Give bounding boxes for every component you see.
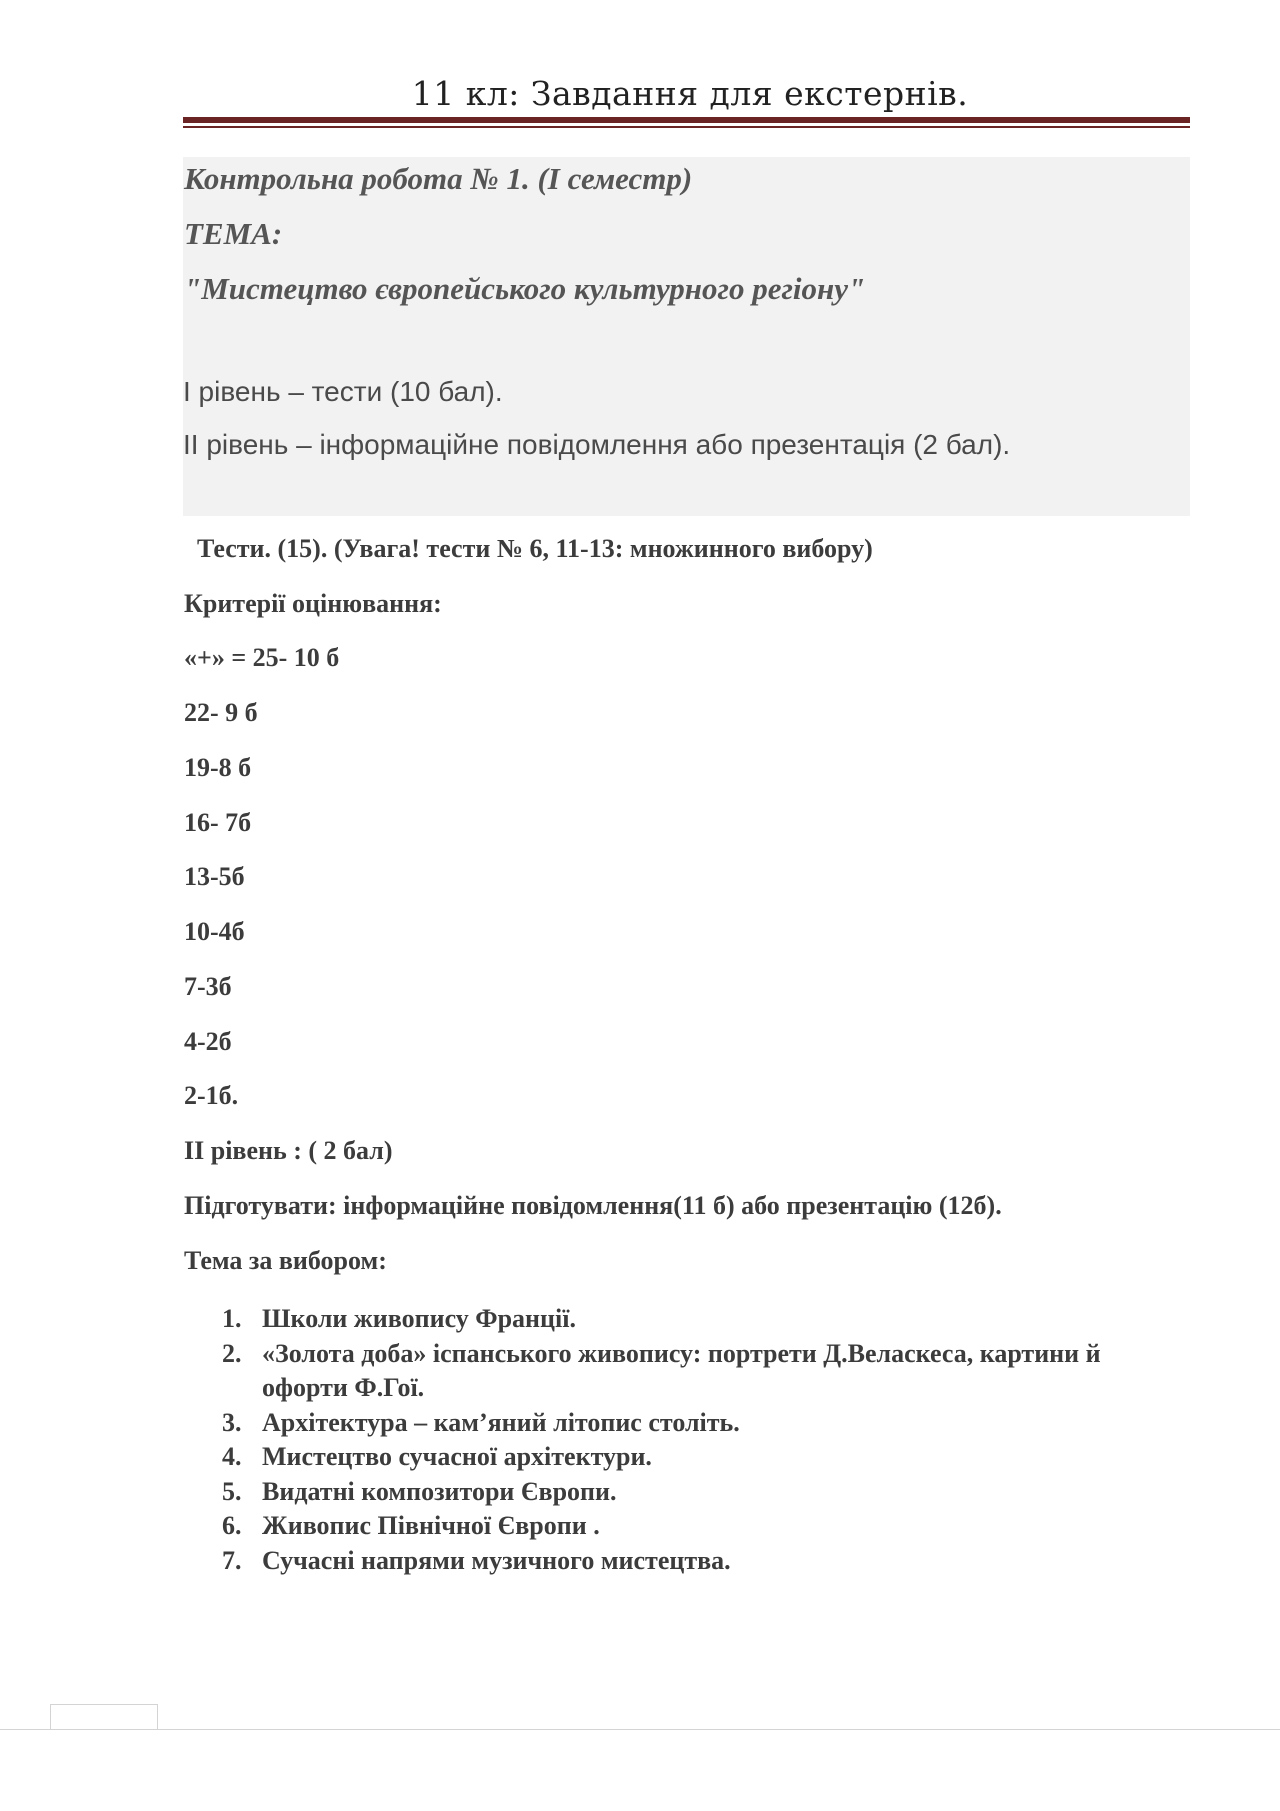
list-item: 7. Сучасні напрями музичного мистецтва. [222, 1545, 731, 1575]
criteria-label: Критерії оцінювання: [184, 589, 442, 618]
tests-note: Тести. (15). (Увага! тести № 6, 11-13: множинного вибору) [197, 534, 873, 563]
header-rule-thin [183, 126, 1190, 128]
criteria-row: 13-5б [184, 862, 245, 891]
prepare-instruction: Підготувати: інформаційне повідомлення(11 б) або презентацію (12б). [184, 1191, 1002, 1220]
criteria-row: 16- 7б [184, 808, 252, 837]
topic-choice-label: Тема за вибором: [184, 1246, 387, 1275]
criteria-row: 2-1б. [184, 1081, 239, 1110]
assignment-box [183, 157, 1190, 516]
assignment-heading: Контрольна робота № 1. (І семестр) [184, 161, 693, 196]
criteria-row: 10-4б [184, 917, 245, 946]
criteria-row: «+» = 25- 10 б [184, 643, 340, 672]
list-item: 5. Видатні композитори Європи. [222, 1476, 617, 1506]
level-2-summary: ІІ рівень – інформаційне повідомлення або презентація (2 бал). [183, 429, 1011, 460]
header-rule [183, 117, 1190, 123]
list-item: 4. Мистецтво сучасної архітектури. [222, 1442, 652, 1471]
list-item: 6. Живопис Північної Європи . [222, 1511, 600, 1540]
page-header-title: 11 кл: Завдання для екстернів. [411, 74, 969, 113]
criteria-row: 4-2б [184, 1027, 232, 1056]
page-footer-divider [0, 1729, 1280, 1730]
theme-label: ТЕМА: [184, 216, 283, 251]
page-footer-tab [50, 1704, 158, 1730]
theme-title: "Мистецтво європейського культурного регіону" [184, 271, 866, 306]
level-1-summary: І рівень – тести (10 бал). [183, 376, 503, 407]
list-item: 3. Архітектура – кам’яний літопис століть. [222, 1407, 740, 1437]
criteria-row: 19-8 б [184, 753, 252, 782]
criteria-row: 22- 9 б [184, 698, 258, 727]
criteria-row: 7-3б [184, 972, 232, 1001]
list-item: 1. Школи живопису Франції. [222, 1304, 576, 1333]
topics-list [184, 1302, 1184, 1578]
list-item: 2. «Золота доба» іспанського живопису: портрети Д.Веласкеса, картини й офорти Ф.Гої. [222, 1338, 1101, 1402]
level-2-label: ІІ рівень : ( 2 бал) [184, 1136, 393, 1165]
